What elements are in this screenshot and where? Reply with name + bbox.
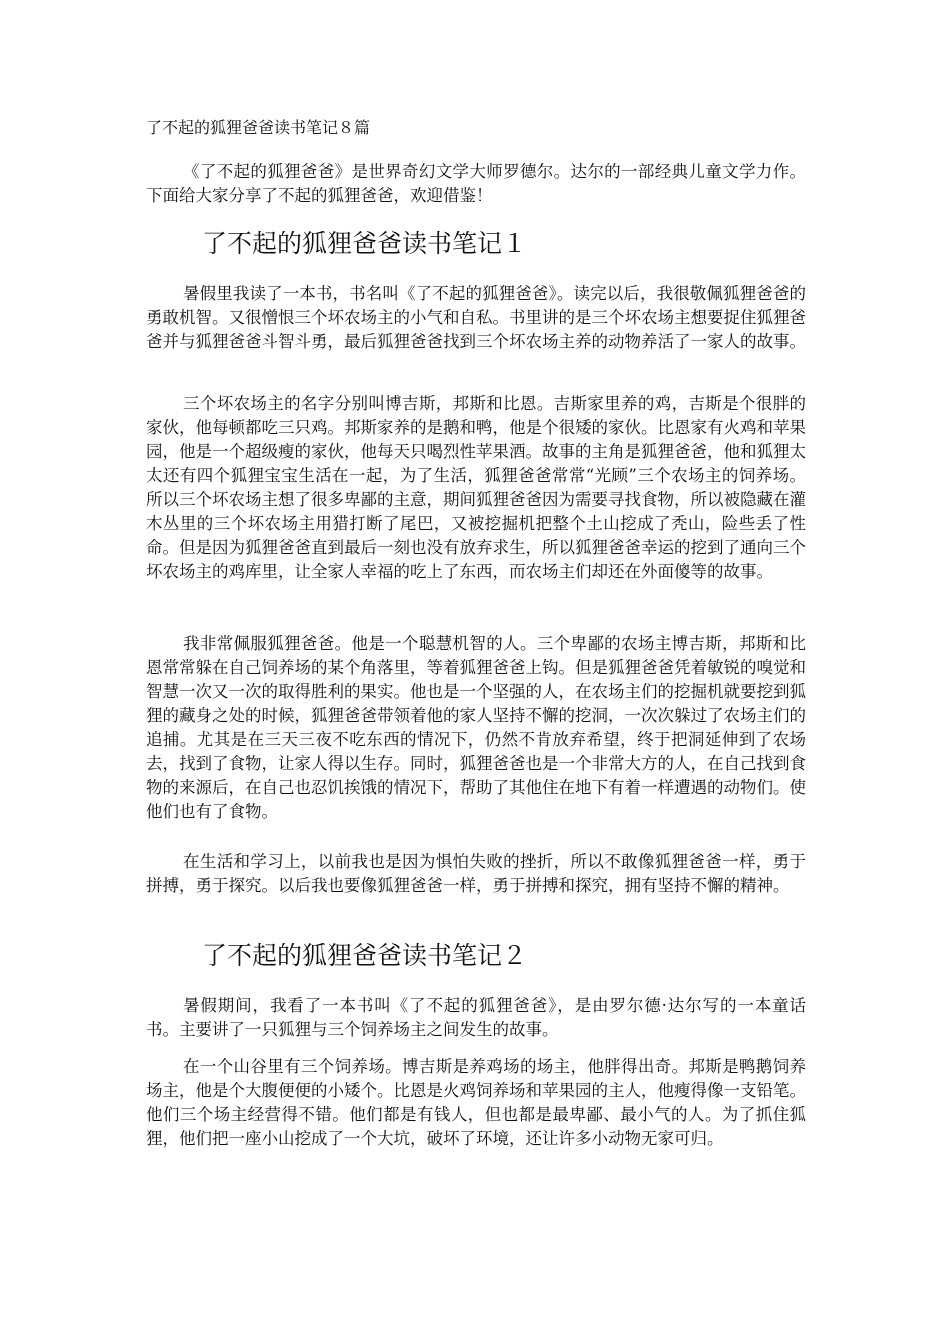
section-2-paragraph-2-block	[146, 1055, 806, 1151]
section-1-paragraph-2: 三个坏农场主的名字分别叫博吉斯，邦斯和比恩。吉斯家里养的鸡，吉斯是个很胖的家伙，他每顿都吃三只鸡。邦斯家养的是鹅和鸭，他是个很矮的家伙。比恩家有火鸡和苹果园，他是一个超级瘦的家伙，他每天只喝烈性苹果酒。故事的主角是狐狸爸爸，他和狐狸太太还有四个狐狸宝宝生活在一起，为了生活，狐狸爸爸常常“光顾”三个农场主的饲养场。所以三个坏农场主想了很多卑鄙的主意，期间狐狸爸爸因为需要寻找食物，所以被隐藏在灌木丛里的三个坏农场主用猎打断了尾巴，又被挖掘机把整个土山挖成了秃山，险些丢了性命。但是因为狐狸爸爸直到最后一刻也没有放弃求生，所以狐狸爸爸幸运的挖到了通向三个坏农场主的鸡库里，让全家人幸福的吃上了东西，而农场主们却还在外面傻等的故事。	[146, 394, 806, 581]
section-1-paragraph-1: 暑假里我读了一本书，书名叫《了不起的狐狸爸爸》。读完以后，我很敬佩狐狸爸爸的勇敢机智。又很憎恨三个坏农场主的小气和自私。书里讲的是三个坏农场主想要捉住狐狸爸爸并与狐狸爸爸斗智斗勇，最后狐狸爸爸找到三个坏农场主养的动物养活了一家人的故事。	[146, 284, 806, 351]
intro-block	[146, 160, 806, 208]
section-1-heading: 了不起的狐狸爸爸读书笔记１	[202, 229, 528, 258]
section-1-paragraph-3: 我非常佩服狐狸爸爸。他是一个聪慧机智的人。三个卑鄙的农场主博吉斯，邦斯和比恩常常躲在自己饲养场的某个角落里，等着狐狸爸爸上钩。但是狐狸爸爸凭着敏锐的嗅觉和智慧一次又一次的取得胜利的果实。他也是一个坚强的人，在农场主们的挖掘机就要挖到狐狸的藏身之处的时候，狐狸爸爸带领着他的家人坚持不懈的挖洞，一次次躲过了农场主们的追捕。尤其是在三天三夜不吃东西的情况下，仍然不肯放弃希望，终于把洞延伸到了农场去，找到了食物，让家人得以生存。同时，狐狸爸爸也是一个非常大方的人，在自己找到食物的来源后，在自己也忍饥挨饿的情况下，帮助了其他住在地下有着一样遭遇的动物们。使他们也有了食物。	[146, 634, 806, 821]
section-2-paragraph-1-block	[146, 994, 806, 1042]
section-1-paragraph-2-block	[146, 392, 806, 584]
section-1-paragraph-4: 在生活和学习上，以前我也是因为惧怕失败的挫折，所以不敢像狐狸爸爸一样，勇于拼搏，勇于探究。以后我也要像狐狸爸爸一样，勇于拼搏和探究，拥有坚持不懈的精神。	[146, 852, 806, 895]
section-2-heading: 了不起的狐狸爸爸读书笔记２	[202, 941, 528, 970]
section-1-paragraph-4-block	[146, 850, 806, 898]
document-title: 了不起的狐狸爸爸读书笔记８篇	[146, 118, 371, 137]
section-1-paragraph-3-block	[146, 632, 806, 824]
intro-paragraph: 《了不起的狐狸爸爸》是世界奇幻文学大师罗德尔。达尔的一部经典儿童文学力作。下面给大家分享了不起的狐狸爸爸，欢迎借鉴！	[146, 162, 806, 205]
section-2-paragraph-1: 暑假期间，我看了一本书叫《了不起的狐狸爸爸》，是由罗尔德·达尔写的一本童话书。主要讲了一只狐狸与三个饲养场主之间发生的故事。	[146, 996, 806, 1039]
section-2-paragraph-2: 在一个山谷里有三个饲养场。博吉斯是养鸡场的场主，他胖得出奇。邦斯是鸭鹅饲养场主，他是个大腹便便的小矮个。比恩是火鸡饲养场和苹果园的主人，他瘦得像一支铅笔。他们三个场主经营得不错。他们都是有钱人，但也都是最卑鄙、最小气的人。为了抓住狐狸，他们把一座小山挖成了一个大坑，破坏了环境，还让许多小动物无家可归。	[146, 1057, 806, 1148]
section-1-paragraph-1-block	[146, 282, 806, 354]
